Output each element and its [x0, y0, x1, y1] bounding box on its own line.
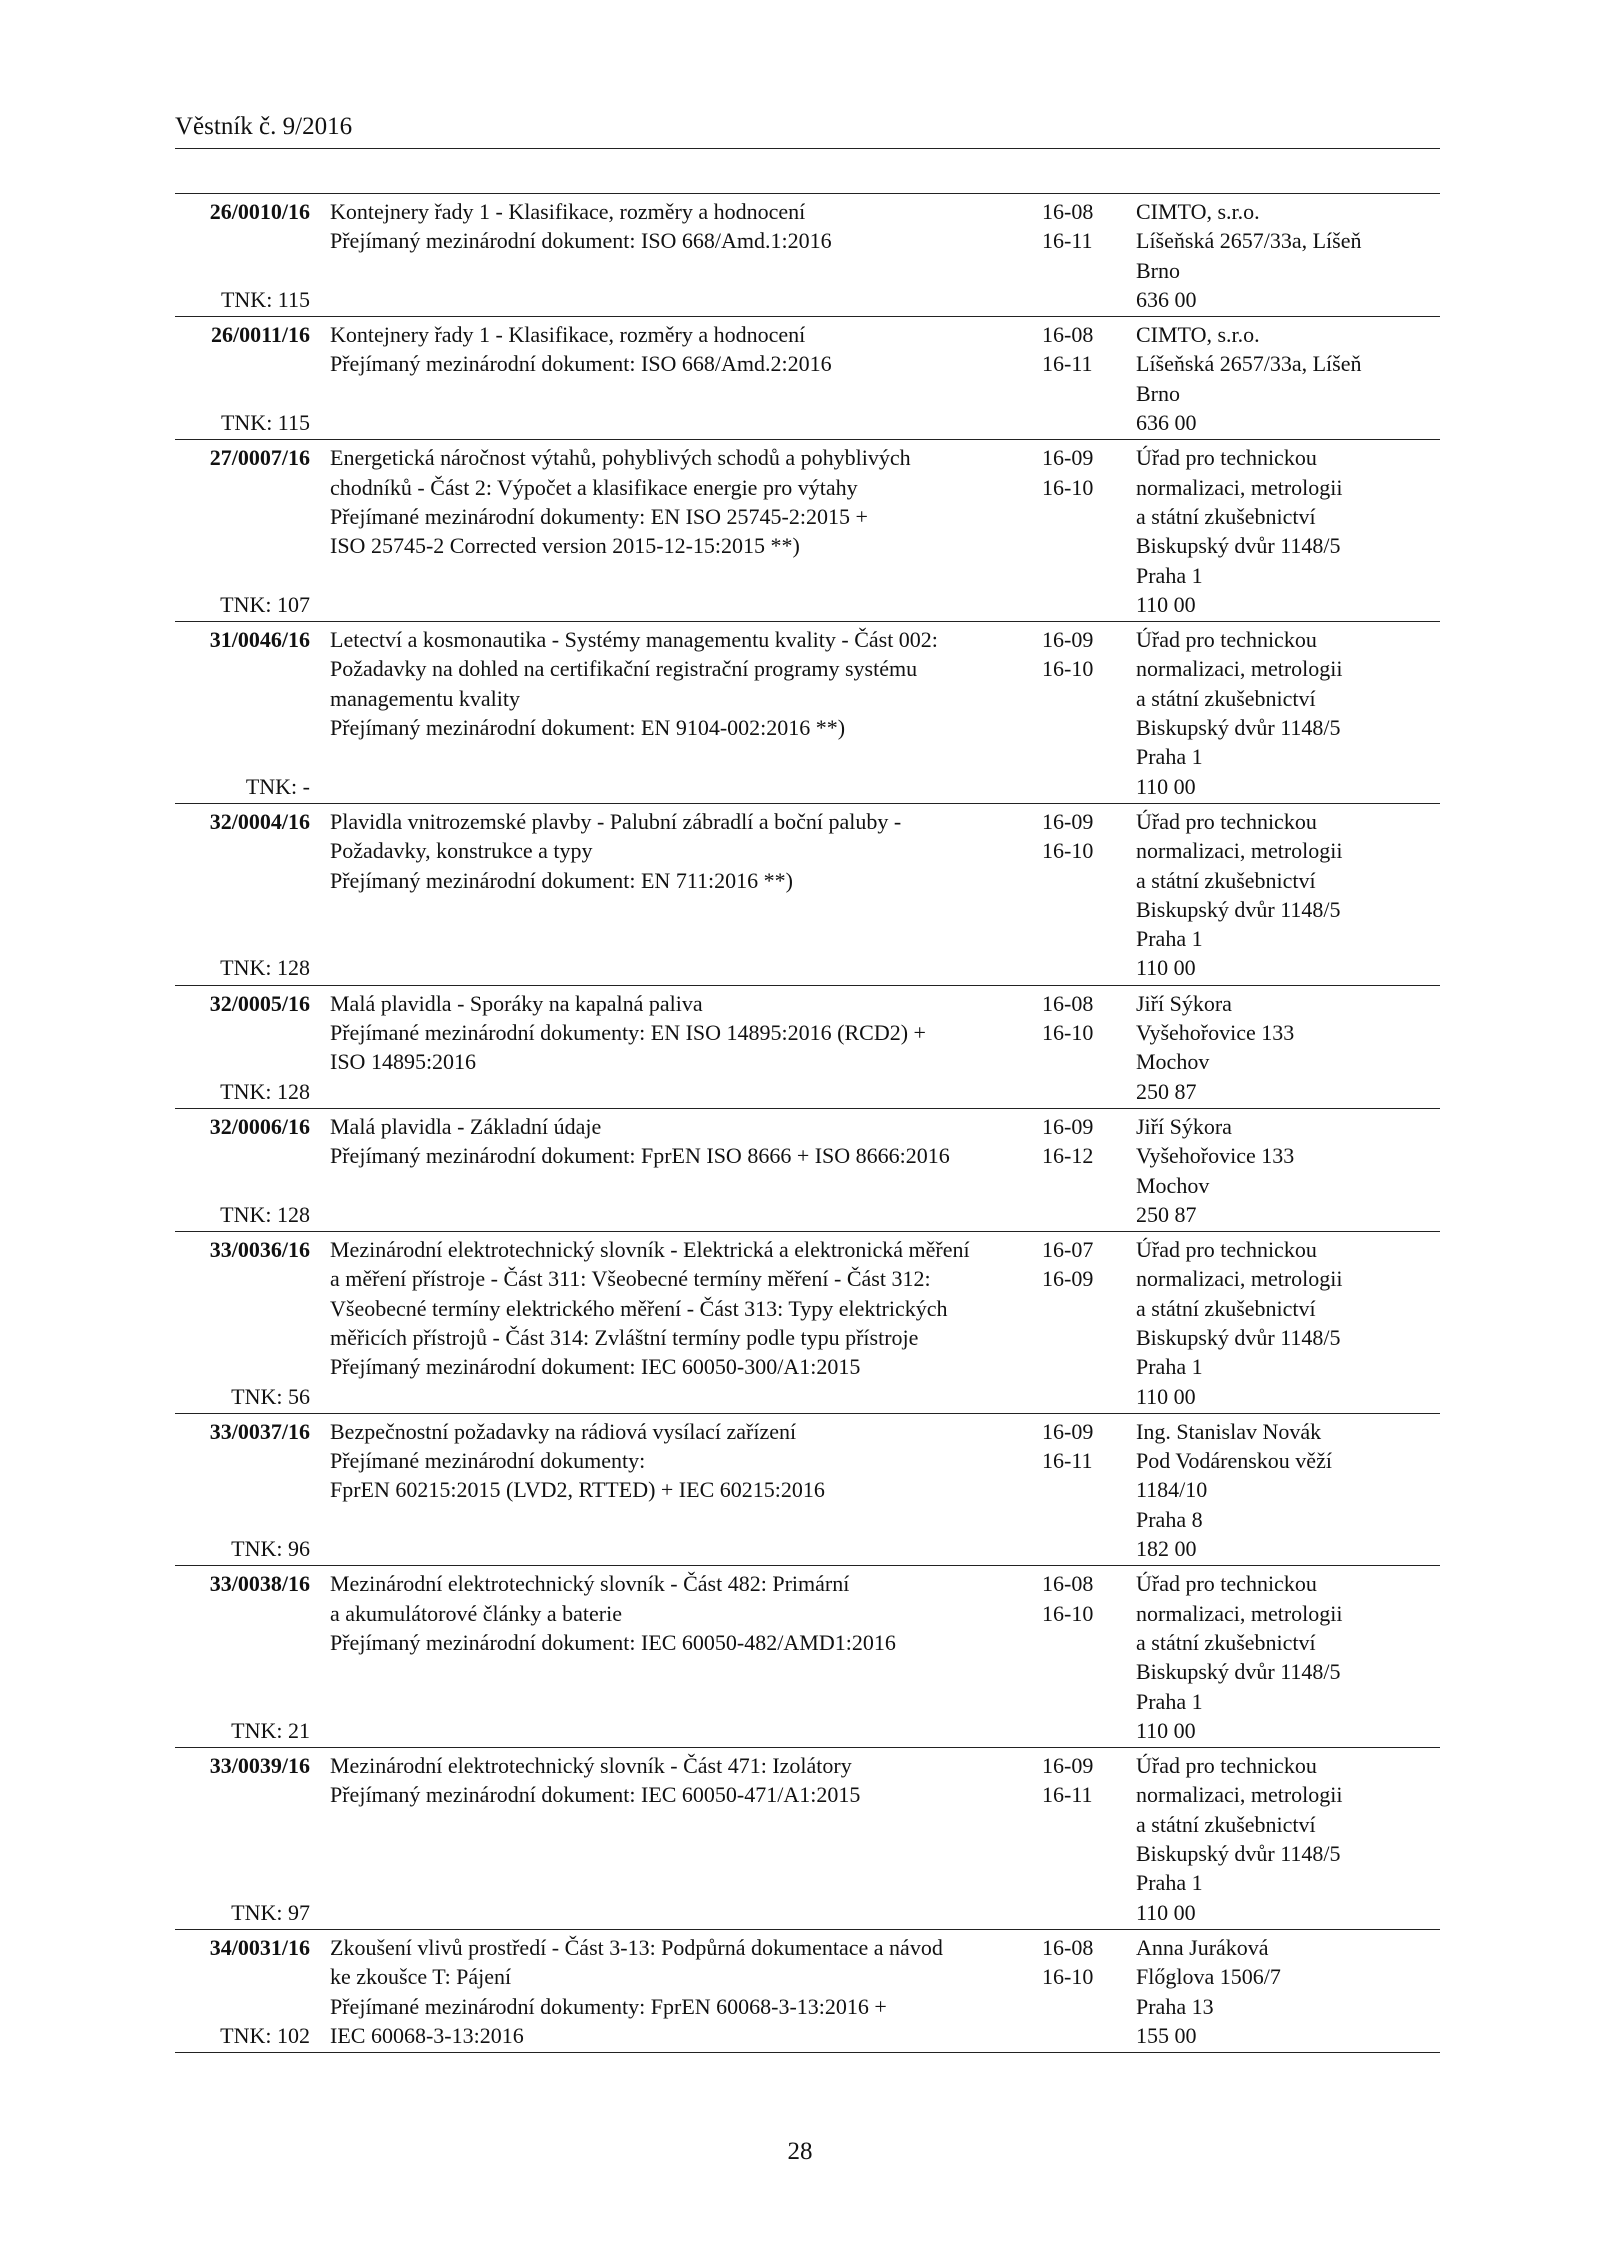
entry-title-line: Přejímané mezinárodní dokumenty: FprEN 60068-3-13:2016 + — [330, 1993, 887, 2019]
entry-title-line: Přejímaný mezinárodní dokument: IEC 60050-482/AMD1:2016 — [330, 1629, 896, 1655]
entry-id-cell — [175, 1751, 310, 1927]
entry-address-line: a státní zkušebnictví — [1136, 1295, 1316, 1321]
entry-title-line: Všeobecné termíny elektrického měření - Část 313: Typy elektrických — [330, 1295, 948, 1321]
table-row — [175, 622, 1440, 804]
entry-address-line: Úřad pro technickou — [1136, 1237, 1317, 1263]
entry-date: 16-07 — [1042, 1237, 1094, 1263]
entry-dates-cell — [1042, 625, 1136, 801]
entry-address-cell — [1136, 1112, 1440, 1229]
entry-date: 16-10 — [1042, 838, 1094, 864]
table-row — [175, 1930, 1440, 2053]
entry-number: 33/0037/16 — [209, 1418, 310, 1444]
entry-tnk: TNK: 128 — [220, 1078, 310, 1104]
entry-title-line: Mezinárodní elektrotechnický slovník - Část 482: Primární — [330, 1571, 850, 1597]
entry-title-line: Přejímaný mezinárodní dokument: IEC 60050-300/A1:2015 — [330, 1354, 861, 1380]
entry-id-cell — [175, 1569, 310, 1745]
entry-title-line: ISO 14895:2016 — [330, 1049, 477, 1075]
entry-date: 16-11 — [1042, 1448, 1093, 1474]
entry-title-cell — [310, 1417, 1042, 1563]
entry-title-line: managementu kvality — [330, 685, 520, 711]
entry-date: 16-08 — [1042, 322, 1094, 348]
entry-title-line: Přejímaný mezinárodní dokument: IEC 60050-471/A1:2015 — [330, 1782, 861, 1808]
entry-dates-cell — [1042, 1569, 1136, 1745]
entry-title-line: ke zkoušce T: Pájení — [330, 1964, 512, 1990]
entry-title-cell — [310, 197, 1042, 314]
entry-number: 32/0005/16 — [209, 990, 310, 1016]
entry-title-line: Bezpečnostní požadavky na rádiová vysílací zařízení — [330, 1418, 797, 1444]
entry-id-cell — [175, 320, 310, 437]
entry-date: 16-08 — [1042, 199, 1094, 224]
entry-date: 16-08 — [1042, 1571, 1094, 1597]
table-row — [175, 1414, 1440, 1566]
entry-tnk: TNK: 128 — [220, 955, 310, 981]
entry-address-line: Biskupský dvůr 1148/5 — [1136, 533, 1341, 559]
entry-address-line: Praha 1 — [1136, 1354, 1203, 1380]
entry-id-cell — [175, 1112, 310, 1229]
entry-title-line: Požadavky, konstrukce a typy — [330, 838, 593, 864]
entry-address-line: 1184/10 — [1136, 1477, 1208, 1503]
entry-id-cell — [175, 197, 310, 314]
entry-address-cell — [1136, 1417, 1440, 1563]
table-row — [175, 1109, 1440, 1232]
entry-address-line: normalizaci, metrologii — [1136, 474, 1343, 500]
entry-title-cell — [310, 989, 1042, 1106]
entry-address-cell — [1136, 807, 1440, 983]
entry-title-line: Plavidla vnitrozemské plavby - Palubní zábradlí a boční paluby - — [330, 808, 902, 834]
entry-address-cell — [1136, 989, 1440, 1106]
entry-address-cell — [1136, 1933, 1440, 2050]
entry-address-line: Mochov — [1136, 1172, 1210, 1198]
entry-title-cell — [310, 1112, 1042, 1229]
entry-title-line: chodníků - Část 2: Výpočet a klasifikace energie pro výtahy — [330, 474, 858, 500]
entry-address-line: normalizaci, metrologii — [1136, 656, 1343, 682]
entry-date: 16-12 — [1042, 1143, 1094, 1169]
entry-number: 32/0004/16 — [209, 808, 310, 834]
entry-tnk: TNK: 115 — [220, 410, 310, 436]
entry-id-cell — [175, 989, 310, 1106]
table-row — [175, 986, 1440, 1109]
entry-address-line: 110 00 — [1136, 955, 1196, 981]
entry-address-line: Jiří Sýkora — [1136, 990, 1232, 1016]
entry-date: 16-10 — [1042, 1964, 1094, 1990]
entry-address-line: 636 00 — [1136, 286, 1197, 312]
entry-address-line: 110 00 — [1136, 1899, 1196, 1925]
entry-address-line: 250 87 — [1136, 1201, 1197, 1227]
entry-number: 26/0010/16 — [209, 199, 310, 224]
entry-title-line: FprEN 60215:2015 (LVD2, RTTED) + IEC 60215:2016 — [330, 1477, 825, 1503]
entry-dates-cell — [1042, 807, 1136, 983]
entry-tnk: TNK: 56 — [231, 1383, 310, 1409]
entry-address-line: normalizaci, metrologii — [1136, 1266, 1343, 1292]
entry-date: 16-09 — [1042, 1418, 1094, 1444]
entry-address-line: Úřad pro technickou — [1136, 808, 1317, 834]
entry-dates-cell — [1042, 1112, 1136, 1229]
entry-address-cell — [1136, 1569, 1440, 1745]
entry-tnk: TNK: 21 — [231, 1717, 310, 1743]
entry-date: 16-08 — [1042, 1934, 1094, 1960]
entry-title-line: Přejímané mezinárodní dokumenty: EN ISO 25745-2:2015 + — [330, 503, 868, 529]
table-row — [175, 194, 1440, 317]
entry-number: 31/0046/16 — [209, 627, 310, 653]
entry-title-cell — [310, 443, 1042, 619]
entry-dates-cell — [1042, 443, 1136, 619]
entry-address-line: 182 00 — [1136, 1536, 1197, 1562]
entry-title-line: Přejímaný mezinárodní dokument: EN 9104-002:2016 **) — [330, 715, 846, 741]
entry-title-line: Přejímaný mezinárodní dokument: ISO 668/Amd.2:2016 — [330, 351, 832, 377]
entry-number: 33/0036/16 — [209, 1237, 310, 1263]
entry-dates-cell — [1042, 320, 1136, 437]
entry-address-line: Biskupský dvůr 1148/5 — [1136, 1659, 1341, 1685]
entry-address-line: a státní zkušebnictví — [1136, 685, 1316, 711]
table-row — [175, 1232, 1440, 1414]
entry-number: 32/0006/16 — [209, 1113, 310, 1139]
entry-address-line: Flőglova 1506/7 — [1136, 1964, 1281, 1990]
entry-title-line: IEC 60068-3-13:2016 — [330, 2022, 524, 2048]
entry-address-line: Biskupský dvůr 1148/5 — [1136, 896, 1341, 922]
entry-address-line: Praha 8 — [1136, 1506, 1203, 1532]
entry-date: 16-09 — [1042, 1753, 1094, 1779]
entry-address-line: Vyšehořovice 133 — [1136, 1020, 1295, 1046]
entry-address-line: Biskupský dvůr 1148/5 — [1136, 1324, 1341, 1350]
entry-dates-cell — [1042, 197, 1136, 314]
entry-date: 16-08 — [1042, 990, 1094, 1016]
entry-date: 16-09 — [1042, 1113, 1094, 1139]
entry-id-cell — [175, 1933, 310, 2050]
entries-table — [175, 193, 1440, 2053]
entry-tnk: TNK: 96 — [231, 1536, 310, 1562]
entry-title-line: Energetická náročnost výtahů, pohyblivých schodů a pohyblivých — [330, 445, 911, 471]
entry-address-line: Úřad pro technickou — [1136, 1753, 1317, 1779]
entry-title-line: Mezinárodní elektrotechnický slovník - Část 471: Izolátory — [330, 1753, 852, 1779]
entry-tnk: TNK: 107 — [220, 591, 310, 617]
entry-address-line: normalizaci, metrologii — [1136, 838, 1343, 864]
entry-number: 34/0031/16 — [209, 1934, 310, 1960]
entry-tnk: TNK: - — [245, 773, 310, 799]
entry-title-line: Mezinárodní elektrotechnický slovník - Elektrická a elektronická měření — [330, 1237, 970, 1263]
entry-tnk: TNK: 128 — [220, 1201, 310, 1227]
entry-title-line: měřicích přístrojů - Část 314: Zvláštní termíny podle typu přístroje — [330, 1324, 919, 1350]
entry-address-line: Anna Juráková — [1136, 1934, 1269, 1960]
entry-title-line: Kontejnery řady 1 - Klasifikace, rozměry a hodnocení — [330, 322, 806, 348]
entry-title-line: Přejímané mezinárodní dokumenty: EN ISO 14895:2016 (RCD2) + — [330, 1020, 926, 1046]
entry-address-line: Praha 1 — [1136, 744, 1203, 770]
entry-date: 16-10 — [1042, 1020, 1094, 1046]
entry-address-line: a státní zkušebnictví — [1136, 1811, 1316, 1837]
entry-date: 16-11 — [1042, 1782, 1093, 1808]
entry-address-line: a státní zkušebnictví — [1136, 503, 1316, 529]
entry-address-cell — [1136, 625, 1440, 801]
entry-number: 27/0007/16 — [209, 445, 310, 471]
entry-address-line: Líšeňská 2657/33a, Líšeň — [1136, 351, 1362, 377]
entry-number: 33/0038/16 — [209, 1571, 310, 1597]
entry-tnk: TNK: 115 — [220, 286, 310, 312]
entry-date: 16-10 — [1042, 1600, 1094, 1626]
entry-date: 16-10 — [1042, 474, 1094, 500]
entry-address-line: Brno — [1136, 380, 1180, 406]
entry-date: 16-09 — [1042, 1266, 1094, 1292]
entry-title-cell — [310, 807, 1042, 983]
entry-address-line: Jiří Sýkora — [1136, 1113, 1232, 1139]
entry-address-line: 636 00 — [1136, 410, 1197, 436]
entry-title-line: Přejímané mezinárodní dokumenty: — [330, 1448, 646, 1474]
entry-title-line: Malá plavidla - Sporáky na kapalná paliva — [330, 990, 703, 1016]
entry-address-line: Ing. Stanislav Novák — [1136, 1418, 1322, 1444]
entry-title-line: a měření přístroje - Část 311: Všeobecné termíny měření - Část 312: — [330, 1266, 931, 1292]
entry-title-cell — [310, 1751, 1042, 1927]
header-rule — [175, 148, 1440, 149]
entry-date: 16-11 — [1042, 351, 1093, 377]
table-row — [175, 1566, 1440, 1748]
entry-title-line: Malá plavidla - Základní údaje — [330, 1113, 602, 1139]
entry-id-cell — [175, 1417, 310, 1563]
entry-address-line: 110 00 — [1136, 773, 1196, 799]
entry-address-cell — [1136, 1235, 1440, 1411]
entry-address-cell — [1136, 197, 1440, 314]
page-number: 28 — [787, 2138, 813, 2165]
entry-number: 26/0011/16 — [210, 322, 310, 348]
entry-tnk: TNK: 97 — [231, 1899, 310, 1925]
entry-dates-cell — [1042, 1751, 1136, 1927]
entry-title-cell — [310, 1933, 1042, 2050]
entry-title-line: Požadavky na dohled na certifikační registrační programy systému — [330, 656, 918, 682]
entry-date: 16-09 — [1042, 627, 1094, 653]
entry-address-line: Mochov — [1136, 1049, 1210, 1075]
entry-title-line: Přejímaný mezinárodní dokument: EN 711:2016 **) — [330, 867, 793, 893]
table-row — [175, 804, 1440, 986]
entry-id-cell — [175, 1235, 310, 1411]
entry-address-line: CIMTO, s.r.o. — [1136, 199, 1260, 224]
entry-address-line: normalizaci, metrologii — [1136, 1782, 1343, 1808]
entry-address-line: Praha 1 — [1136, 1688, 1203, 1714]
table-row — [175, 317, 1440, 440]
entry-title-cell — [310, 320, 1042, 437]
entry-address-line: Praha 1 — [1136, 562, 1203, 588]
entry-title-line: a akumulátorové články a baterie — [330, 1600, 622, 1626]
entry-address-cell — [1136, 1751, 1440, 1927]
entry-address-line: Praha 1 — [1136, 1870, 1203, 1896]
entry-date: 16-10 — [1042, 656, 1094, 682]
entry-tnk: TNK: 102 — [220, 2022, 310, 2048]
entry-title-cell — [310, 625, 1042, 801]
entry-id-cell — [175, 443, 310, 619]
entry-dates-cell — [1042, 989, 1136, 1106]
entry-address-line: 110 00 — [1136, 1717, 1196, 1743]
entry-address-line: Úřad pro technickou — [1136, 627, 1317, 653]
entry-date: 16-09 — [1042, 445, 1094, 471]
entry-title-cell — [310, 1235, 1042, 1411]
entry-id-cell — [175, 625, 310, 801]
entry-address-line: 155 00 — [1136, 2022, 1197, 2048]
entry-title-line: Letectví a kosmonautika - Systémy managementu kvality - Část 002: — [330, 627, 938, 653]
entry-title-line: Kontejnery řady 1 - Klasifikace, rozměry a hodnocení — [330, 199, 806, 224]
entry-title-line: Přejímaný mezinárodní dokument: FprEN ISO 8666 + ISO 8666:2016 — [330, 1143, 950, 1169]
entry-address-line: Líšeňská 2657/33a, Líšeň — [1136, 228, 1362, 254]
table-row — [175, 440, 1440, 622]
table-row — [175, 1748, 1440, 1930]
entry-dates-cell — [1042, 1417, 1136, 1563]
entry-date: 16-11 — [1042, 228, 1093, 254]
entry-address-line: Biskupský dvůr 1148/5 — [1136, 715, 1341, 741]
entry-address-line: a státní zkušebnictví — [1136, 867, 1316, 893]
entry-address-cell — [1136, 320, 1440, 437]
entry-title-line: Zkoušení vlivů prostředí - Část 3-13: Podpůrná dokumentace a návod — [330, 1934, 943, 1960]
entry-date: 16-09 — [1042, 808, 1094, 834]
entry-address-line: Brno — [1136, 257, 1180, 283]
entry-address-line: normalizaci, metrologii — [1136, 1600, 1343, 1626]
entry-address-cell — [1136, 443, 1440, 619]
entry-address-line: a státní zkušebnictví — [1136, 1629, 1316, 1655]
entry-id-cell — [175, 807, 310, 983]
entry-address-line: Úřad pro technickou — [1136, 445, 1317, 471]
entry-title-cell — [310, 1569, 1042, 1745]
entry-address-line: Praha 1 — [1136, 926, 1203, 952]
entry-address-line: Pod Vodárenskou věží — [1136, 1448, 1332, 1474]
entry-address-line: CIMTO, s.r.o. — [1136, 322, 1260, 348]
entry-address-line: Úřad pro technickou — [1136, 1571, 1317, 1597]
entry-address-line: 110 00 — [1136, 591, 1196, 617]
entry-title-line: Přejímaný mezinárodní dokument: ISO 668/Amd.1:2016 — [330, 228, 832, 254]
running-header: Věstník č. 9/2016 — [175, 113, 353, 140]
entry-title-line: ISO 25745-2 Corrected version 2015-12-15:2015 **) — [330, 533, 800, 559]
entry-number: 33/0039/16 — [209, 1753, 310, 1779]
entry-dates-cell — [1042, 1235, 1136, 1411]
entry-address-line: 250 87 — [1136, 1078, 1197, 1104]
entry-address-line: Biskupský dvůr 1148/5 — [1136, 1841, 1341, 1867]
entry-address-line: Vyšehořovice 133 — [1136, 1143, 1295, 1169]
entry-dates-cell — [1042, 1933, 1136, 2050]
entry-address-line: Praha 13 — [1136, 1993, 1214, 2019]
entry-address-line: 110 00 — [1136, 1383, 1196, 1409]
